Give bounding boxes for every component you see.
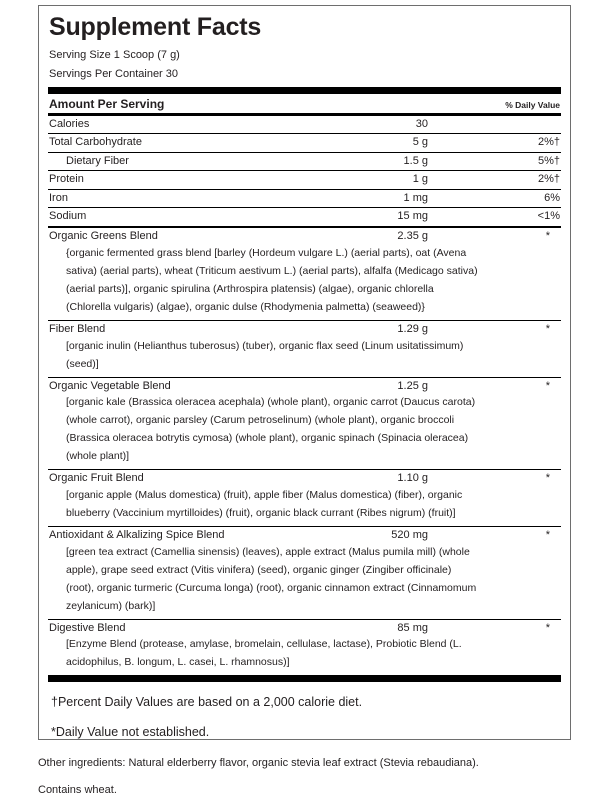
- blend-name: Organic Vegetable Blend: [49, 379, 171, 392]
- daily-value-label: % Daily Value: [505, 100, 560, 110]
- nutrient-daily-value: 5%†: [537, 154, 560, 167]
- blend-ingredients: [Enzyme Blend (protease, amylase, bromelain, cellulase, lactase), Probiotic Blend (L. acidophilus, B. longum, L. casei, L. rhamnosus)]: [66, 638, 462, 669]
- supplement-facts-panel: [38, 5, 571, 740]
- table-row: [48, 190, 561, 209]
- table-row: [48, 116, 561, 135]
- blend-header: [49, 231, 561, 243]
- table-row: [48, 171, 561, 190]
- nutrient-daily-value: 2%†: [537, 136, 560, 149]
- table-row: [48, 134, 561, 153]
- nutrient-amount: 1 g: [412, 173, 428, 186]
- footnotes: [48, 682, 561, 740]
- blend-header: [49, 324, 561, 336]
- amount-per-serving-header-row: [48, 94, 561, 113]
- nutrient-daily-value: <1%: [537, 210, 560, 223]
- table-row: [48, 620, 561, 676]
- nutrient-amount: 1 mg: [403, 191, 428, 204]
- blend-amount: 1.10 g: [397, 472, 428, 485]
- divider-thick-top: [48, 87, 561, 94]
- blend-rows: [48, 228, 561, 675]
- blend-ingredients: [organic inulin (Helianthus tuberosus) (tuber), organic flax seed (Linum usitatissimum) (seed)]: [66, 339, 464, 370]
- nutrient-name: Total Carbohydrate: [49, 136, 142, 149]
- table-row: [48, 378, 561, 471]
- footnote-dagger: †Percent Daily Values are based on a 2,000 calorie diet.: [51, 695, 363, 710]
- nutrient-amount: 30: [415, 117, 428, 130]
- blend-daily-value: *: [545, 621, 550, 634]
- blend-amount: 1.25 g: [397, 379, 428, 392]
- page-title: Supplement Facts: [49, 13, 262, 41]
- table-row: [48, 228, 561, 321]
- blend-amount: 1.29 g: [397, 323, 428, 336]
- table-row: [48, 208, 561, 226]
- servings-per-container-text: Servings Per Container 30: [49, 68, 179, 80]
- blend-header: [49, 473, 561, 485]
- blend-ingredients: {organic fermented grass blend [barley (Hordeum vulgare L.) (aerial parts), oat (Avena sativa) (aerial parts), wheat (Triticum aestivum L.) (aerial parts), alfalfa (Medicago sativa) (aerial parts)], organic spirulina (Arthrospira platensis) (algae), organic chlorella (Chlorella vulgaris) (algae), organic dulse (Rhodymenia palmetta) (seaweed)}: [66, 246, 478, 313]
- nutrient-name: Iron: [49, 191, 68, 204]
- blend-name: Organic Greens Blend: [49, 230, 158, 243]
- blend-name: Digestive Blend: [49, 621, 126, 634]
- nutrient-amount: 1.5 g: [403, 154, 428, 167]
- nutrient-name: Calories: [49, 117, 90, 130]
- table-row: [48, 527, 561, 620]
- nutrient-amount: 15 mg: [397, 210, 428, 223]
- blend-name: Antioxidant & Alkalizing Spice Blend: [49, 529, 225, 542]
- blend-name: Fiber Blend: [49, 323, 106, 336]
- blend-amount: 520 mg: [391, 529, 428, 542]
- nutrient-rows: [48, 116, 561, 226]
- blend-daily-value: *: [545, 379, 550, 392]
- table-row: [48, 470, 561, 527]
- nutrient-name: Sodium: [49, 210, 87, 223]
- blend-name: Organic Fruit Blend: [49, 472, 144, 485]
- blend-daily-value: *: [545, 230, 550, 243]
- amount-per-serving-label: Amount Per Serving: [49, 97, 165, 111]
- blend-amount: 2.35 g: [397, 230, 428, 243]
- blend-header: [49, 530, 561, 542]
- blend-daily-value: *: [545, 472, 550, 485]
- table-row: [48, 153, 561, 172]
- nutrient-name: Protein: [49, 173, 84, 186]
- blend-ingredients: [organic kale (Brassica oleracea acephala) (whole plant), organic carrot (Daucus carota) (whole carrot), organic parsley (Carum petroselinum) (whole plant), organic broccoli (Brassica oleracea botrytis cymosa) (whole plant), organic spinach (Spinacia oleracea) (whole plant)]: [66, 396, 476, 463]
- allergen-statement: Contains wheat.: [38, 784, 117, 796]
- nutrient-name: Dietary Fiber: [66, 154, 129, 167]
- blend-ingredients: [green tea extract (Camellia sinensis) (leaves), apple extract (Malus pumila mill) (whole apple), grape seed extract (Vitis vinifera) (seed), organic ginger (Zingiber officinale) (root), organic turmeric (Curcuma longa) (root), organic cinnamon extract (Cinnamomum zeylanicum) (bark)]: [66, 545, 477, 612]
- divider-thick-bottom: [48, 675, 561, 682]
- serving-size-text: Serving Size 1 Scoop (7 g): [49, 49, 180, 61]
- nutrient-daily-value: 2%†: [537, 173, 560, 186]
- blend-amount: 85 mg: [397, 621, 428, 634]
- blend-daily-value: *: [545, 323, 550, 336]
- other-ingredients-text: Other ingredients: Natural elderberry flavor, organic stevia leaf extract (Stevia rebaudiana).: [38, 757, 479, 769]
- blend-header: [49, 623, 561, 635]
- nutrient-daily-value: 6%: [544, 191, 560, 204]
- blend-daily-value: *: [545, 529, 550, 542]
- nutrient-amount: 5 g: [412, 136, 428, 149]
- table-row: [48, 321, 561, 378]
- blend-ingredients: [organic apple (Malus domestica) (fruit), apple fiber (Malus domestica) (fiber), organic blueberry (Vaccinium myrtilloides) (fruit), organic black currant (Ribes nigrum) (fruit)]: [66, 488, 463, 519]
- blend-header: [49, 381, 561, 393]
- footnote-asterisk: *Daily Value not established.: [51, 725, 210, 740]
